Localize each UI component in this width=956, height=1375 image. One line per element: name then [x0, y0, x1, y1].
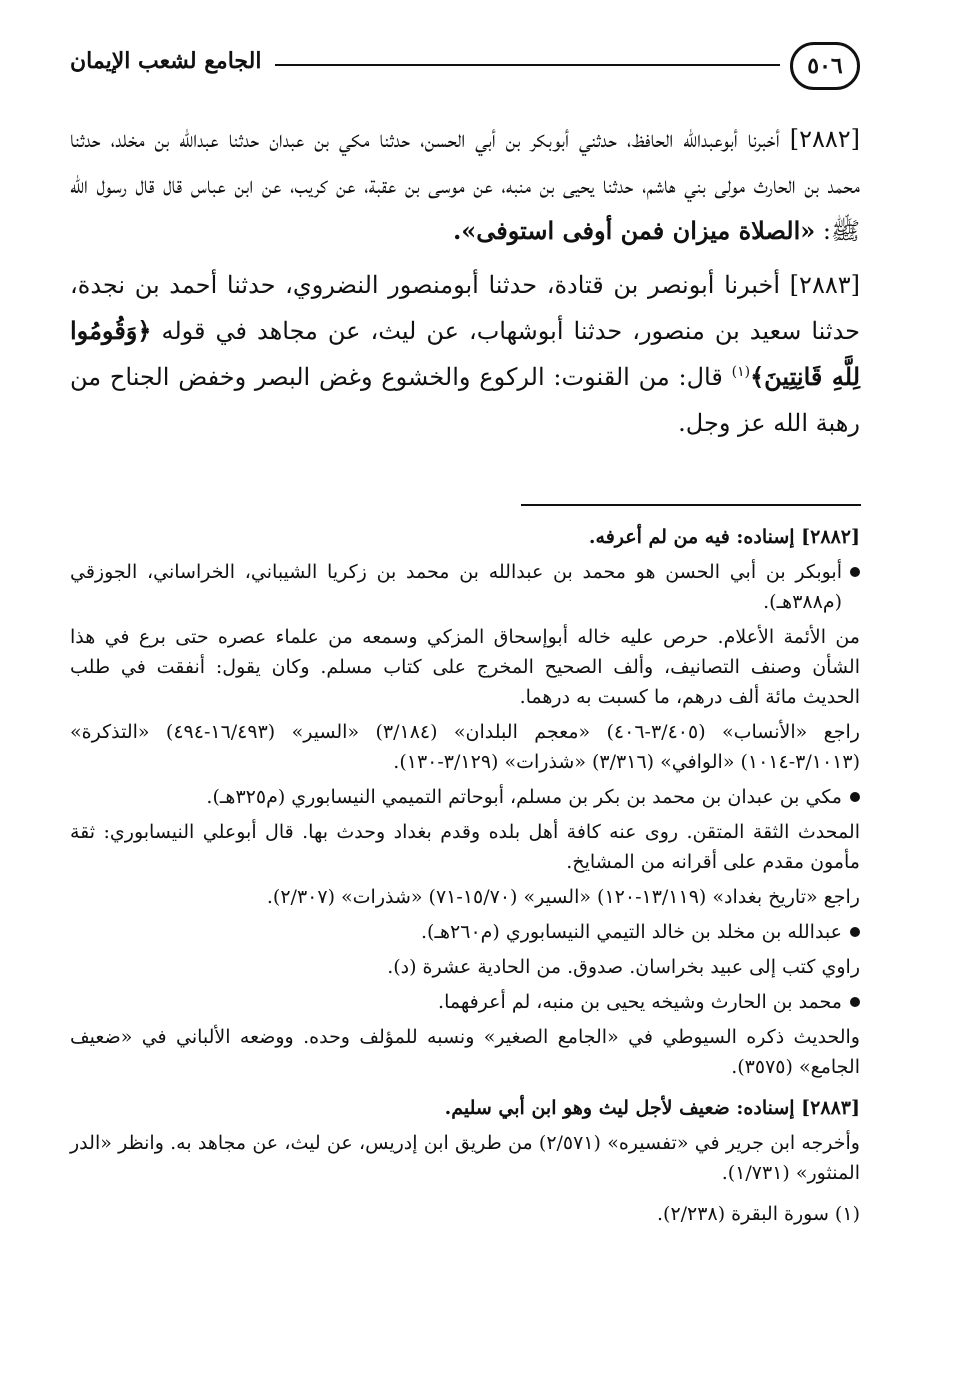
- narrator-entry: [70, 782, 860, 817]
- hadith-2882: [70, 116, 860, 254]
- narrator-bio: من الأئمة الأعلام. حرص عليه خاله أبوإسحاق المزكي وسمعه من علماء عصره حتى برع في هذا الشأن وصنف التصانيف، وألف الصحيح المخرج على كتاب مسلم. وكان يقول: أنفقت في طلب الحديث مائة ألف درهم، ما كسبت به درهما.: [70, 626, 860, 708]
- narrator-name: مكي بن عبدان بن محمد بن بكر بن مسلم، أبوحاتم التميمي النيسابوري (م٣٢٥هـ).: [206, 786, 842, 808]
- takhrij-text: وأخرجه ابن جرير في «تفسيره» (٢/٥٧١) من طريق ابن إدريس، عن ليث، عن مجاهد به. وانظر «الدر المنثور» (١/٧٣١).: [70, 1132, 860, 1184]
- narrator-refs: راجع «الأنساب» (٣/٤٠٥-٤٠٦) «معجم البلدان» (٣/١٨٤) «السير» (١٦/٤٩٣-٤٩٤) «التذكرة» (٣/١٠١٣-١٠١٤) «الوافي» (٣/٣١٦) «شذرات» (٣/١٢٩-١٣٠).: [70, 721, 860, 773]
- note-heading-2882: [٢٨٨٢] إسناده: فيه من لم أعرفه.: [588, 526, 860, 548]
- hadith-number: [٢٨٨٣]: [789, 271, 860, 299]
- narrator-entry: [70, 987, 860, 1022]
- narrator-entry: [70, 917, 860, 952]
- hadith-number: [٢٨٨٢]: [789, 125, 860, 153]
- note-heading-2883: [٢٨٨٣] إسناده: ضعيف لأجل ليث وهو ابن أبي سليم.: [444, 1097, 860, 1119]
- footnote-divider: [521, 504, 861, 506]
- bullet-icon: [850, 997, 860, 1007]
- narrator-name: عبدالله بن مخلد بن خالد التيمي النيسابوري (م٢٦٠هـ).: [421, 921, 842, 943]
- hadith-text: أخبرنا أبوعبدالله الحافظ، حدثني أبوبكر بن أبي الحسن، حدثنا مكي بن عبدان حدثنا عبدالله بن مخلد، حدثنا محمد بن الحارث مولى بني هاشم، حدثنا يحيى بن منبه، عن موسى بن عقبة، عن كريب، عن ابن عباس قال قال رسول الله ﷺ:: [70, 125, 860, 245]
- narrator-bio: المحدث الثقة المتقن. روى عنه كافة أهل بلده وقدم بغداد وحدث بها. قال أبوعلي النيسابوري: ثقة مأمون مقدم على أقرانه من المشايخ.: [70, 821, 860, 873]
- page-header: [70, 42, 860, 98]
- narrator-entry: [70, 557, 860, 622]
- narrator-bio: راوي كتب إلى عبيد بخراسان. صدوق. من الحادية عشرة (د).: [387, 956, 860, 978]
- hadith-2883: [70, 262, 860, 446]
- footnote-mark[interactable]: (١): [731, 364, 751, 380]
- footnote-1: (١) سورة البقرة (٢/٢٣٨).: [657, 1203, 860, 1225]
- hadith-text-cont: قال: من القنوت: الركوع والخشوع وغض البصر وخفض الجناح من رهبة الله عز وجل.: [70, 363, 860, 437]
- main-text: [70, 116, 860, 454]
- narrator-name: محمد بن الحارث وشيخه يحيى بن منبه، لم أعرفهما.: [438, 991, 842, 1013]
- footnotes: [70, 522, 860, 1234]
- hadith-quote: «الصلاة ميزان فمن أوفى استوفى».: [452, 216, 816, 245]
- narrator-name: أبوبكر بن أبي الحسن هو محمد بن عبدالله بن محمد بن زكريا الشيباني، الخراساني، الجوزقي (م٣٨٨هـ).: [70, 561, 842, 613]
- narrator-refs: راجع «تاريخ بغداد» (١٣/١١٩-١٢٠) «السير» (١٥/٧٠-٧١) «شذرات» (٢/٣٠٧).: [266, 886, 860, 908]
- bullet-icon: [850, 792, 860, 802]
- bullet-icon: [850, 927, 860, 937]
- bullet-icon: [850, 567, 860, 577]
- header-rule: [275, 64, 780, 66]
- book-title: الجامع لشعب الإيمان: [70, 48, 262, 74]
- page-number: ٥٠٦: [790, 42, 860, 90]
- hadith-text: أخبرنا أبونصر بن قتادة، حدثنا أبومنصور النضروي، حدثنا أحمد بن نجدة، حدثنا سعيد بن منصور، حدثنا أبوشهاب، عن ليث، عن مجاهد في قوله: [70, 271, 860, 345]
- quran-verse: ﴿وَقُومُوا لِلَّهِ قَانِتِينَ﴾: [70, 316, 861, 391]
- narrator-bio: والحديث ذكره السيوطي في «الجامع الصغير» ونسبه للمؤلف وحده. ووضعه الألباني في «ضعيف الجامع» (٣٥٧٥).: [70, 1026, 860, 1078]
